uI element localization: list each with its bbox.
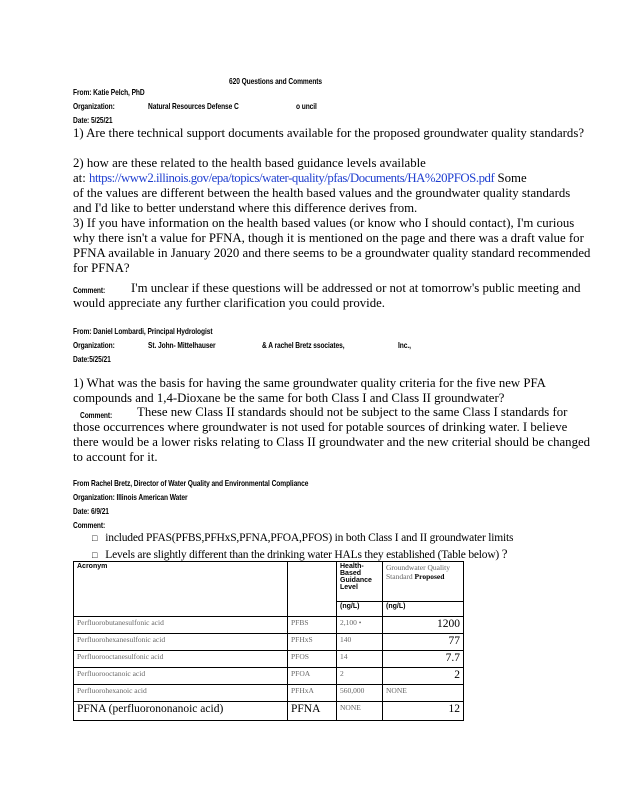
c1-question-2: 2) how are these related to the health based guidance levels available xyxy=(73,156,426,170)
c3-comment-label: Comment: xyxy=(73,520,106,530)
row-gwqs: 7.7 xyxy=(383,651,464,668)
table-row xyxy=(74,685,464,702)
row-hbgl: 2 xyxy=(337,668,383,685)
checkbox-bullet-icon: □ xyxy=(92,533,98,543)
c2-org-label: Organization: xyxy=(73,340,115,350)
checkbox-bullet-icon: □ xyxy=(92,550,98,560)
c1-question-2-link-line xyxy=(73,171,527,186)
row-hbgl: 2,100 • xyxy=(337,617,383,634)
c1-org-a: Natural Resources Defense C xyxy=(148,101,239,111)
pfas-table xyxy=(73,561,464,721)
row-gwqs: 1200 xyxy=(383,617,464,634)
c3-bullet-1-text: included PFAS(PFBS,PFHxS,PFNA,PFOA,PFOS) in both Class I and II groundwater limits xyxy=(105,532,514,544)
table-row xyxy=(74,617,464,634)
row-name: Perfluorohexanoic acid xyxy=(74,685,288,702)
row-abbr: PFHxA xyxy=(288,685,337,702)
c1-from: From: Katie Pelch, PhD xyxy=(73,87,145,97)
row-hbgl: 140 xyxy=(337,634,383,651)
c1-org-label: Organization: xyxy=(73,101,115,111)
row-gwqs: NONE xyxy=(383,685,464,702)
table-row xyxy=(74,668,464,685)
page-title: 620 Questions and Comments xyxy=(229,76,323,86)
row-gwqs: 77 xyxy=(383,634,464,651)
row-gwqs: 12 xyxy=(383,702,464,721)
table-row xyxy=(74,702,464,721)
row-gwqs: 2 xyxy=(383,668,464,685)
c1-link-suffix: Some xyxy=(497,171,527,185)
c1-date: Date: 5/25/21 xyxy=(73,115,113,125)
c1-question-3: 3) If you have information on the health based values (or know who I should contact), I'm curious why there isn't a value for PFNA, though it is mentioned on the page and there was a draft value for PFNA available in January 2020 and there seems to be a groundwater quality standard recommended for PFNA? xyxy=(73,216,591,275)
c1-comment: I'm unclear if these questions will be addressed or not at tomorrow's public meeting and would appreciate any further clarification you could provide. xyxy=(73,281,581,310)
c3-date: Date: 6/9/21 xyxy=(73,506,109,516)
c2-org-a: St. John- Mittelhauser xyxy=(148,340,216,350)
row-abbr: PFOS xyxy=(288,651,337,668)
row-name: Perfluorooctanesulfonic acid xyxy=(74,651,288,668)
c1-question-2-cont: of the values are different between the health based values and the groundwater quality standards and I'd like to better understand where this difference derives from. xyxy=(73,186,571,215)
row-name: Perfluorohexanesulfonic acid xyxy=(74,634,288,651)
c2-comment-label: Comment: xyxy=(80,410,113,420)
table-row xyxy=(74,651,464,668)
c1-link-prefix: at: xyxy=(73,171,89,185)
header-gw-text: Groundwater Quality Standard xyxy=(386,563,450,581)
row-hbgl: NONE xyxy=(337,702,383,721)
row-hbgl: 560,000 xyxy=(337,685,383,702)
header-proposed: Proposed xyxy=(414,572,445,581)
table-row xyxy=(74,634,464,651)
row-abbr: PFBS xyxy=(288,617,337,634)
row-name: Perfluorobutanesulfonic acid xyxy=(74,617,288,634)
c2-from: From: Daniel Lombardi, Principal Hydrologist xyxy=(73,326,213,336)
c3-bullet-2-text: Levels are slightly different than the drinking water HALs they established (Table below) xyxy=(105,549,500,561)
c3-bullet-1 xyxy=(92,532,513,544)
header-unit-1: (ng/L) xyxy=(337,602,383,617)
header-blank xyxy=(288,562,337,617)
c2-org-b: & A rachel Bretz ssociates, xyxy=(262,340,345,350)
c2-comment: These new Class II standards should not be subject to the same Class I standards for those occurrences where groundwater is not used for potable sources of drinking water. I believe there would be a lower risks relating to Class II groundwater and the new criterial should be changed to account for it. xyxy=(73,405,591,464)
question-mark: ? xyxy=(501,546,508,561)
header-groundwater xyxy=(383,562,464,602)
header-health-based: Health-Based Guidance Level xyxy=(337,562,383,602)
health-advisory-link[interactable]: https://www2.illinois.gov/epa/topics/water-quality/pfas/Documents/HA%20PFOS.pdf xyxy=(89,171,495,185)
c1-question-1: 1) Are there technical support documents available for the proposed groundwater quality standards? xyxy=(73,126,584,140)
row-abbr: PFNA xyxy=(288,702,337,721)
table-header-row xyxy=(74,562,464,602)
row-name: PFNA (perfluorononanoic acid) xyxy=(74,702,288,721)
c2-question-1: 1) What was the basis for having the same groundwater quality criteria for the five new PFA compounds and 1,4-Dioxane be the same for both Class I and Class II groundwater? xyxy=(73,376,546,405)
c2-org-c: Inc., xyxy=(398,340,411,350)
c3-bullet-2 xyxy=(92,546,507,562)
row-name: Perfluorooctanoic acid xyxy=(74,668,288,685)
header-acronym: Acronym xyxy=(74,562,288,617)
row-hbgl: 14 xyxy=(337,651,383,668)
row-abbr: PFHxS xyxy=(288,634,337,651)
c1-comment-label: Comment: xyxy=(73,285,106,295)
c1-org-b: o uncil xyxy=(296,101,317,111)
c2-date: Date:5/25/21 xyxy=(73,354,111,364)
header-unit-2: (ng/L) xyxy=(383,602,464,617)
row-abbr: PFOA xyxy=(288,668,337,685)
c3-from: From Rachel Bretz, Director of Water Quality and Environmental Compliance xyxy=(73,478,309,488)
c3-org: Organization: Illinois American Water xyxy=(73,492,188,502)
